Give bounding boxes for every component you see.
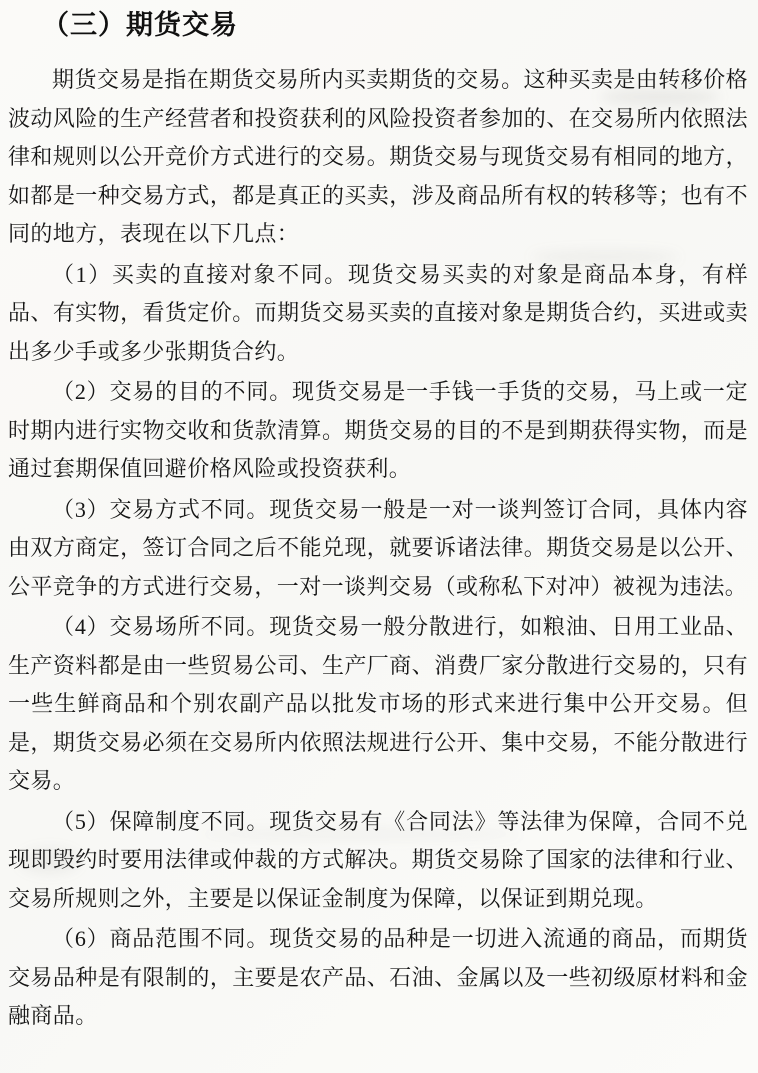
paragraph-difference-3: （3）交易方式不同。现货交易一般是一对一谈判签订合同，具体内容由双方商定，签订合同之后不能兑现，就要诉诸法律。期货交易是以公开、公平竞争的方式进行交易，一对一谈判交易（或称私下对冲）被视为违法。: [8, 496, 748, 599]
paragraph-difference-2: （2）交易的目的不同。现货交易是一手钱一手货的交易，马上或一定时期内进行实物交收和货款清算。期货交易的目的不是到期获得实物，而是通过套期保值回避价格风险或投资获利。: [8, 379, 748, 481]
paragraph-intro: 期货交易是指在期货交易所内买卖期货的交易。这种买卖是由转移价格波动风险的生产经营者和投资获利的风险投资者参加的、在交易所内依照法律和规则以公开竞价方式进行的交易。期货交易与现货交易有相同的地方，如都是一种交易方式，都是真正的买卖，涉及商品所有权的转移等；也有不同的地方，表现在以下几点：: [8, 67, 748, 246]
paragraph-difference-5: （5）保障制度不同。现货交易有《合同法》等法律为保障，合同不兑现即毁约时要用法律或仲裁的方式解决。期货交易除了国家的法律和行业、交易所规则之外，主要是以保证金制度为保障，以保证到期兑现。: [8, 808, 748, 911]
section-body: [8, 61, 748, 1036]
paragraph-difference-4: （4）交易场所不同。现货交易一般分散进行，如粮油、日用工业品、生产资料都是由一些贸易公司、生产厂商、消费厂家分散进行交易的，只有一些生鲜商品和个别农副产品以批发市场的形式来进行集中公开交易。但是，期货交易必须在交易所内依照法规进行公开、集中交易，不能分散进行交易。: [8, 614, 748, 793]
paragraph-difference-6: （6）商品范围不同。现货交易的品种是一切进入流通的商品，而期货交易品种是有限制的，主要是农产品、石油、金属以及一些初级原材料和金融商品。: [8, 926, 748, 1028]
section-heading: （三）期货交易: [42, 10, 238, 40]
paragraph-difference-1: （1）买卖的直接对象不同。现货交易买卖的对象是商品本身，有样品、有实物，看货定价。而期货交易买卖的直接对象是期货合约，买进或卖出多少手或多少张期货合约。: [8, 261, 748, 364]
